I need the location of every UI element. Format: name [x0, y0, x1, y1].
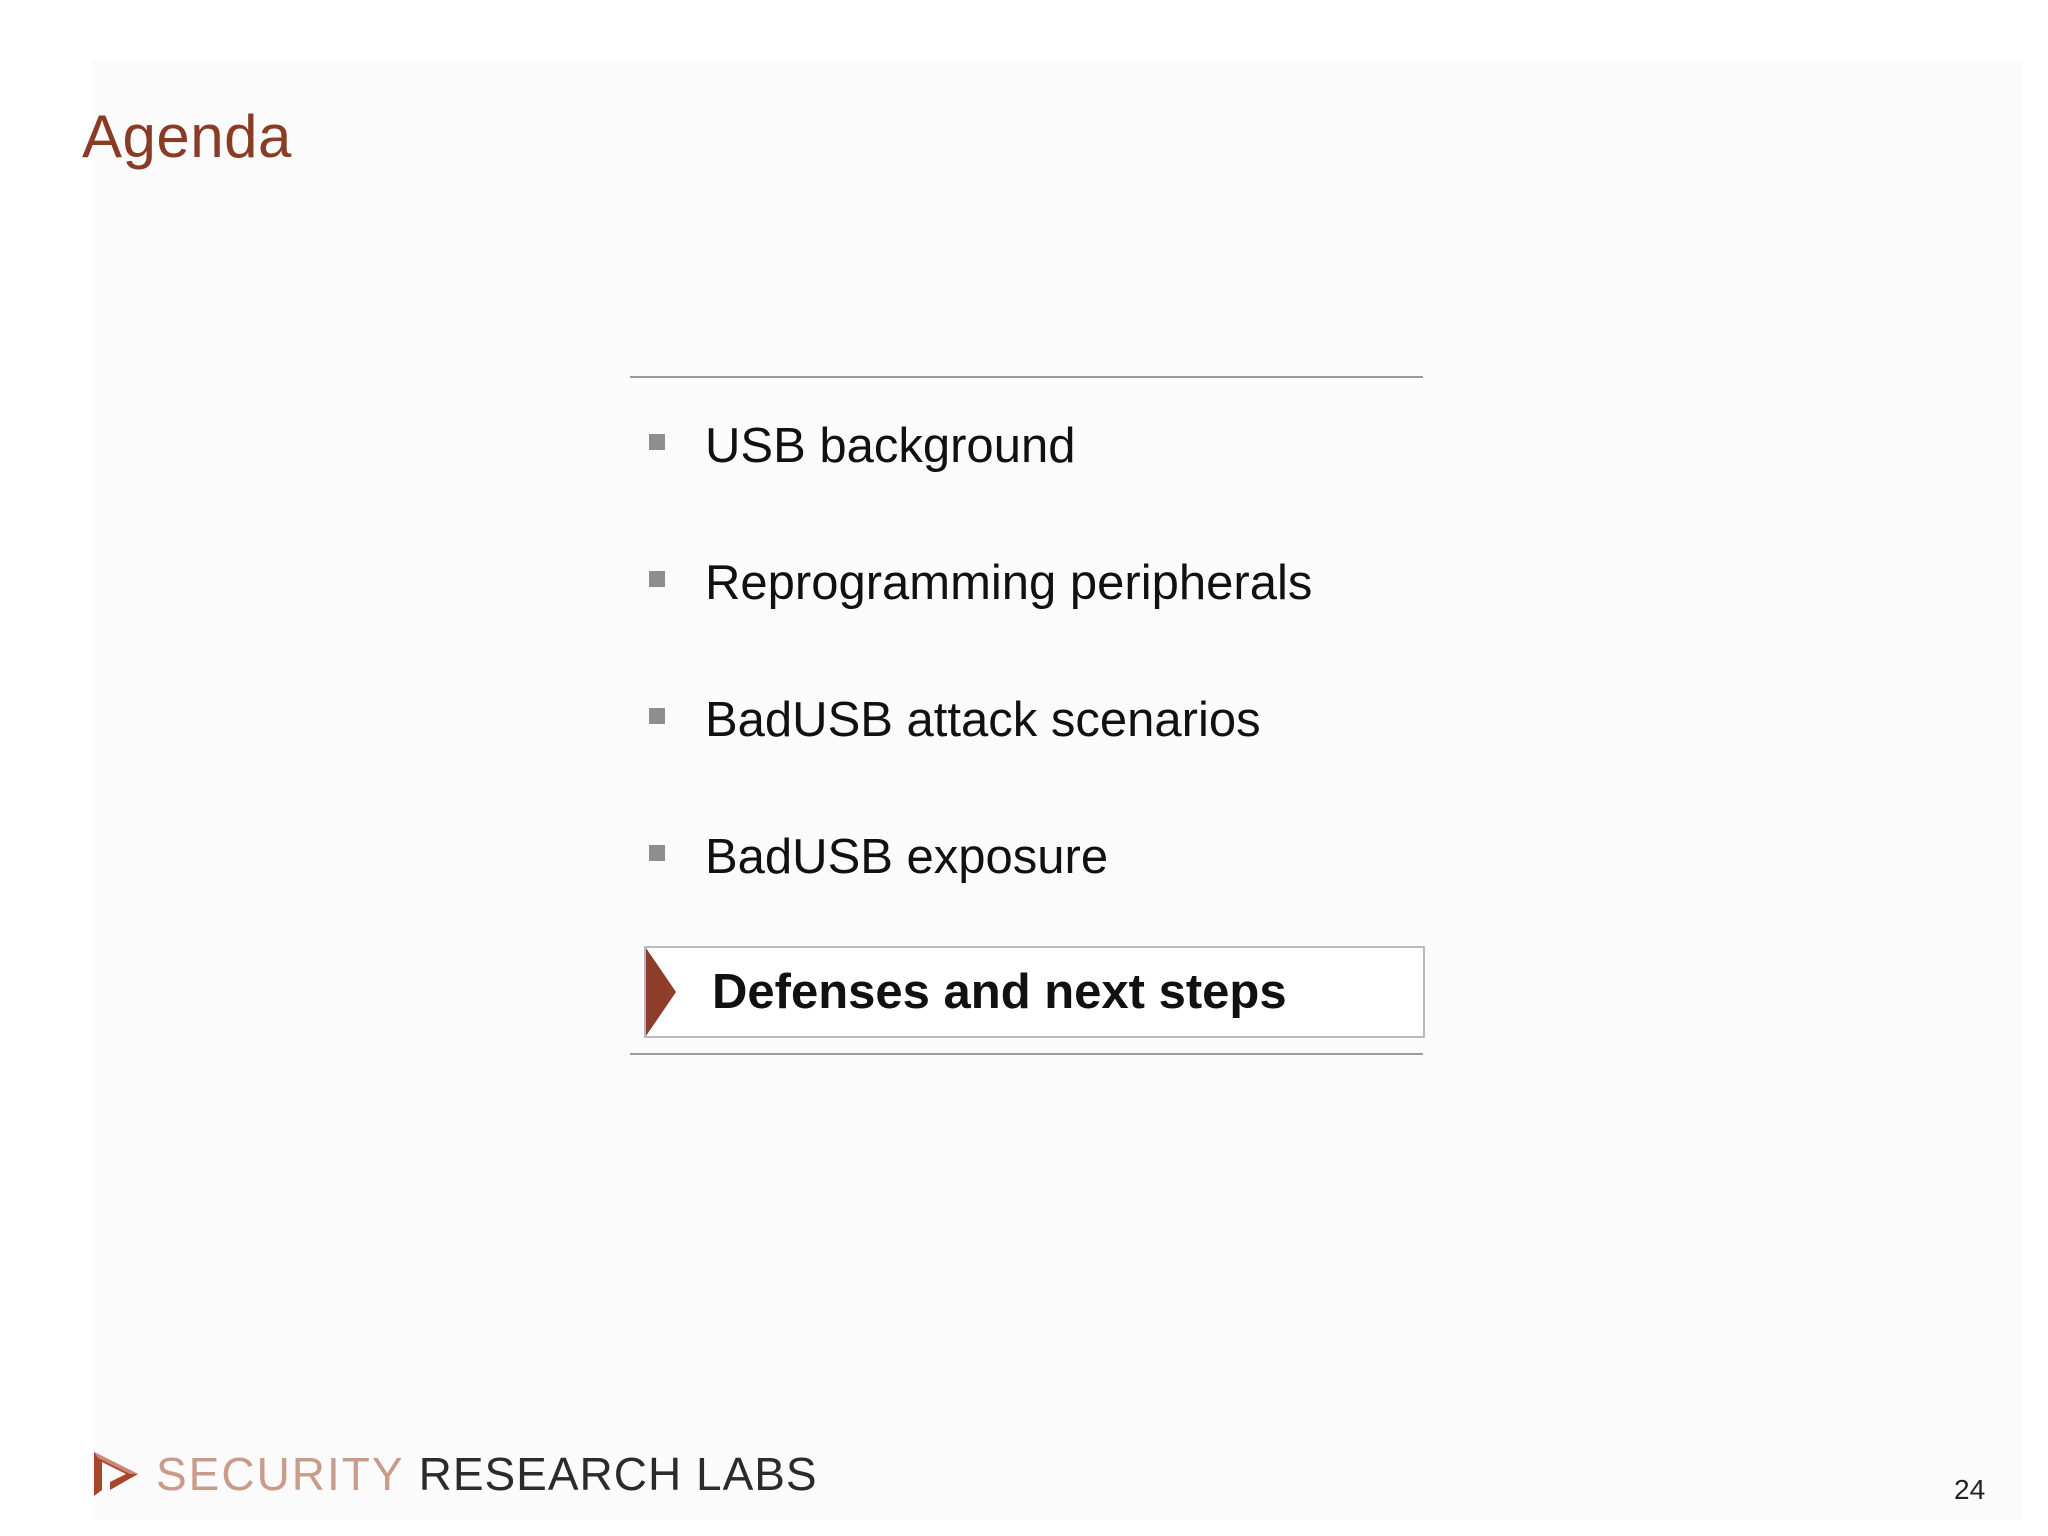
agenda-item-label: Defenses and next steps	[712, 965, 1287, 1019]
slide-title: Agenda	[82, 103, 292, 171]
square-bullet-icon	[649, 434, 665, 450]
agenda-item-defenses-active	[644, 946, 1425, 1038]
agenda-top-divider	[630, 376, 1423, 378]
logo-text-research-labs: RESEARCH LABS	[418, 1448, 818, 1500]
company-logo	[88, 1444, 818, 1504]
agenda-item-badusb-exposure	[648, 811, 1423, 903]
agenda-item-reprogramming-peripherals	[648, 537, 1423, 629]
srlabs-logo-icon	[88, 1444, 144, 1504]
agenda-item-label: USB background	[705, 419, 1076, 473]
arrow-marker-icon	[646, 948, 676, 1036]
agenda-item-label: Reprogramming peripherals	[705, 556, 1313, 610]
agenda-item-usb-background	[648, 400, 1423, 492]
square-bullet-icon	[649, 571, 665, 587]
square-bullet-icon	[649, 845, 665, 861]
agenda-item-badusb-attack-scenarios	[648, 674, 1423, 766]
agenda-bottom-divider	[630, 1053, 1423, 1055]
logo-text-security: SECURITY	[156, 1448, 405, 1500]
slide-background	[92, 60, 2022, 1520]
page-number: 24	[1954, 1474, 1986, 1505]
agenda-item-label: BadUSB exposure	[705, 830, 1109, 884]
agenda-item-label: BadUSB attack scenarios	[705, 693, 1261, 747]
square-bullet-icon	[649, 708, 665, 724]
